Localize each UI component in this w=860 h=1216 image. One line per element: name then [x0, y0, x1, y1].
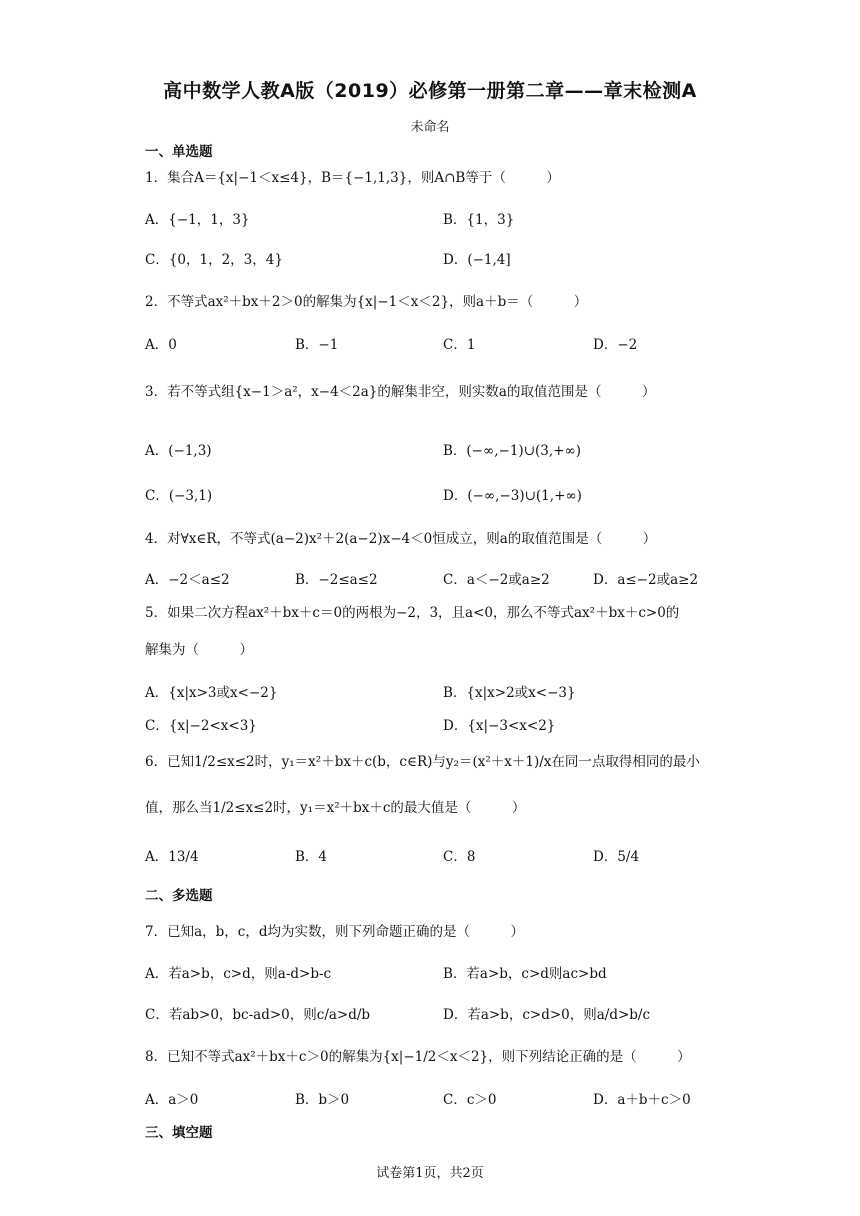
question-5-stem-line2: 解集为（ ）	[145, 642, 253, 658]
question-6-stem-line2: 值，那么当1/2≤x≤2时，y₁＝x²＋bx＋c的最大值是（ ）	[145, 800, 526, 816]
option-b[interactable]: B．4	[295, 849, 328, 865]
option-c[interactable]: C．a＜−2或a≥2	[443, 572, 550, 588]
option-d[interactable]: D．若a>b，c>d>0，则a/d>b/c	[443, 1007, 651, 1023]
question-4-stem: 4．对∀x∈R，不等式(a−2)x²＋2(a−2)x−4＜0恒成立，则a的取值范围是（ ）	[145, 531, 657, 547]
question-7-options	[145, 962, 765, 984]
question-5-options-row2	[145, 714, 765, 736]
question-5-options	[145, 681, 765, 703]
question-8-options	[145, 1088, 765, 1110]
option-b[interactable]: B．−1	[295, 337, 339, 353]
option-a[interactable]: A．a＞0	[145, 1092, 199, 1108]
option-b[interactable]: B．b＞0	[295, 1092, 350, 1108]
option-a[interactable]: A．−2＜a≤2	[145, 572, 230, 588]
section-fill-in: 三、填空题	[145, 1125, 213, 1141]
option-c[interactable]: C．1	[443, 337, 476, 353]
option-b[interactable]: B．{1，3}	[443, 212, 515, 228]
option-c[interactable]: C．(−3,1)	[145, 488, 213, 504]
option-d[interactable]: D．a＋b＋c＞0	[593, 1092, 691, 1108]
option-d[interactable]: D．{x|−3<x<2}	[443, 718, 556, 734]
option-c[interactable]: C．{x|−2<x<3}	[145, 718, 257, 734]
option-a[interactable]: A．{−1，1，3}	[145, 212, 250, 228]
option-d[interactable]: D．5/4	[593, 849, 640, 865]
option-d[interactable]: D．−2	[593, 337, 638, 353]
page-subtitle: 未命名	[410, 120, 450, 135]
option-a[interactable]: A．{x|x>3或x<−2}	[145, 685, 278, 701]
option-c[interactable]: C．c＞0	[443, 1092, 497, 1108]
question-1-stem: 1．集合A＝{x|−1＜x≤4}，B＝{−1,1,3}，则A∩B等于（ ）	[145, 170, 560, 186]
option-c[interactable]: C．若ab>0，bc-ad>0，则c/a>d/b	[145, 1007, 371, 1023]
question-2-options	[145, 333, 765, 355]
question-8-stem: 8．已知不等式ax²＋bx＋c＞0的解集为{x|−1/2＜x＜2}，则下列结论正确的是（ ）	[145, 1049, 691, 1065]
question-1-options	[145, 208, 765, 230]
option-c[interactable]: C．8	[443, 849, 476, 865]
question-4-options	[145, 568, 765, 590]
option-b[interactable]: B．{x|x>2或x<−3}	[443, 685, 576, 701]
option-b[interactable]: B．若a>b，c>d则ac>bd	[443, 966, 607, 982]
option-c[interactable]: C．{0，1，2，3，4}	[145, 252, 283, 268]
question-5-stem: 5．如果二次方程ax²＋bx＋c＝0的两根为−2，3，且a<0，那么不等式ax²＋bx＋c>0的	[145, 605, 680, 621]
option-d[interactable]: D．a≤−2或a≥2	[593, 572, 699, 588]
page-footer: 试卷第1页，共2页	[376, 1166, 484, 1181]
option-b[interactable]: B．−2≤a≤2	[295, 572, 378, 588]
question-3-options	[145, 439, 765, 461]
question-2-stem: 2．不等式ax²＋bx＋2＞0的解集为{x|−1＜x＜2}，则a＋b＝（ ）	[145, 294, 588, 310]
option-a[interactable]: A．若a>b，c>d，则a-d>b-c	[145, 966, 332, 982]
option-a[interactable]: A．(−1,3)	[145, 443, 212, 459]
question-3-options-row2	[145, 484, 765, 506]
question-7-stem: 7．已知a，b，c，d均为实数，则下列命题正确的是（ ）	[145, 924, 524, 940]
section-multiple-choice: 二、多选题	[145, 888, 213, 904]
option-a[interactable]: A．0	[145, 337, 177, 353]
question-7-options-row2	[145, 1003, 765, 1025]
option-d[interactable]: D．(−1,4]	[443, 252, 511, 268]
question-1-options-row2	[145, 248, 765, 270]
question-3-stem: 3．若不等式组{x−1＞a²，x−4＜2a}的解集非空，则实数a的取值范围是（ ）	[145, 384, 656, 400]
option-a[interactable]: A．13/4	[145, 849, 199, 865]
option-d[interactable]: D．(−∞,−3)∪(1,+∞)	[443, 488, 582, 504]
option-b[interactable]: B．(−∞,−1)∪(3,+∞)	[443, 443, 581, 459]
section-single-choice: 一、单选题	[145, 144, 213, 160]
question-6-stem: 6．已知1/2≤x≤2时，y₁＝x²＋bx＋c(b，c∈R)与y₂＝(x²＋x＋1)/x在同一点取得相同的最小	[145, 754, 700, 770]
question-6-options	[145, 845, 765, 867]
page-title: 高中数学人教A版（2019）必修第一册第二章——章末检测A	[163, 80, 697, 102]
